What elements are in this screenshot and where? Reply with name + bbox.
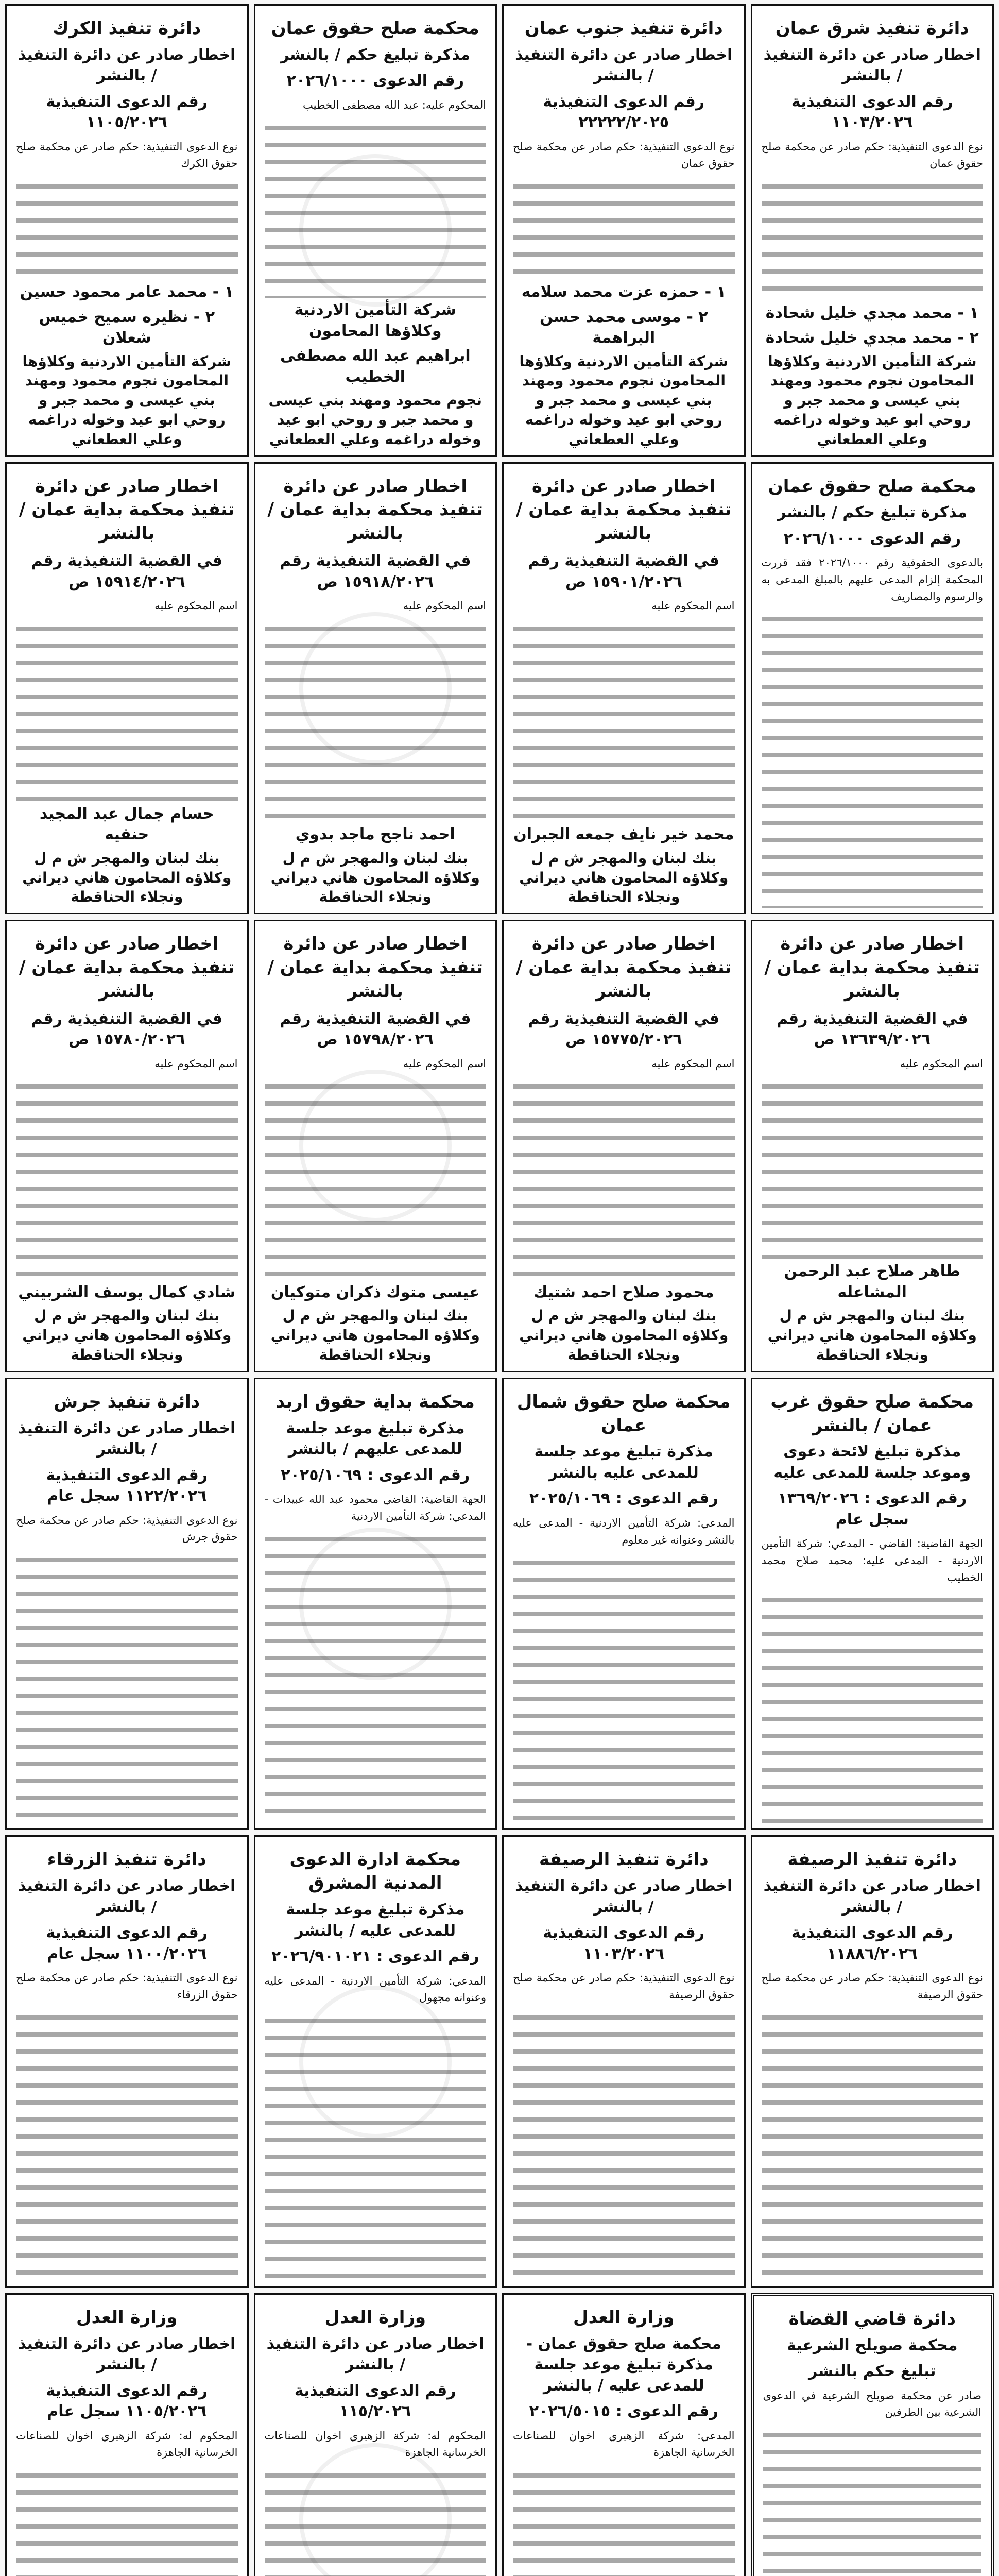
legal-notice [5, 4, 249, 457]
notice-text: نوع الدعوى التنفيذية: حكم صادر عن محكمة صلح حقوق عمان [761, 140, 983, 170]
notice-text: اسم المحكوم عليه [154, 1057, 238, 1070]
notice-text: المدعي: شركة التأمين الاردنية - المدعى عليه وعنوانه مجهول [264, 1974, 486, 2004]
notice-subheading: محكمة صويلح الشرعية [787, 2336, 958, 2354]
notice-heading: اخطار صادر عن دائرة تنفيذ محكمة بداية عمان / بالنشر [516, 476, 732, 544]
body-text-block [762, 1077, 984, 1259]
legal-notice [751, 1835, 994, 2288]
notice-heading: دائرة تنفيذ الزرقاء [47, 1849, 206, 1870]
legal-notice [502, 4, 746, 457]
notice-text: نوع الدعوى التنفيذية: حكم صادر عن محكمة صلح حقوق الكرك [16, 140, 238, 170]
party-name: حسام جمال عبد المجيد حنفيه [39, 804, 214, 844]
notice-text: اسم المحكوم عليه [900, 1057, 983, 1070]
case-number: رقم الدعوى التنفيذية ١١٥/٢٠٢٦ [294, 2381, 456, 2421]
case-number: رقم الدعوى : ٢٠٢٥/١٠٦٩ [529, 1489, 718, 1508]
body-text-block [265, 620, 487, 822]
party-name: عيسى متوك ذكران متوكيان [270, 1283, 480, 1301]
notice-subheading: اخطار صادر عن دائرة التنفيذ / بالنشر [266, 2334, 484, 2374]
notice-text: نوع الدعوى التنفيذية: حكم صادر عن محكمة صلح حقوق الزرقاء [16, 1972, 238, 2001]
notice-heading: دائرة تنفيذ جنوب عمان [524, 18, 723, 39]
case-number: رقم الدعوى التنفيذية ٢٢٢٢٢/٢٠٢٥ [543, 92, 705, 132]
body-text-block [16, 2466, 238, 2576]
case-number: في القضية التنفيذية رقم ١٥٧٩٨/٢٠٢٦ ص [279, 1009, 471, 1049]
notice-heading: دائرة تنفيذ الكرك [53, 18, 201, 39]
legal-notice [502, 2293, 746, 2576]
case-number: رقم الدعوى التنفيذية ١١٨٨٦/٢٠٢٦ [791, 1924, 953, 1963]
legal-notice [751, 1378, 994, 1831]
notice-subheading: اخطار صادر عن دائرة التنفيذ / بالنشر [515, 1877, 733, 1916]
legal-notice [254, 1378, 497, 1831]
notice-text: اسم المحكوم عليه [403, 600, 486, 613]
notice-footer: بنك لبنان والمهجر ش م ل وكلاؤه المحامون هاني ديراني ونجلاء الحناقطة [22, 849, 232, 906]
party-name: محمود صلاح احمد شتيك [533, 1283, 714, 1301]
legal-notice [751, 2293, 994, 2576]
body-text-block [265, 1077, 487, 1280]
body-text-block [762, 1591, 984, 1823]
case-number: رقم الدعوى التنفيذية ١١٠٣/٢٠٢٦ [543, 1924, 705, 1963]
case-number: رقم الدعوى التنفيذية ١١٠٣/٢٠٢٦ [791, 92, 953, 132]
body-text-block [513, 620, 735, 822]
case-number: رقم الدعوى : ١٣٦٩/٢٠٢٦ سجل عام [778, 1489, 967, 1529]
notice-text: نوع الدعوى التنفيذية: حكم صادر عن محكمة صلح حقوق جرش [16, 1514, 238, 1544]
notice-heading: وزارة العدل [324, 2307, 426, 2328]
notice-subheading: مذكرة تبليغ موعد جلسة للمدعى عليهم / بالنشر [286, 1419, 465, 1459]
party-name-2: ٢ - محمد مجدي خليل شحادة [765, 329, 979, 347]
notice-heading: اخطار صادر عن دائرة تنفيذ محكمة بداية عمان / بالنشر [267, 934, 483, 1002]
body-text-block [265, 2011, 487, 2281]
notice-heading: محكمة بداية حقوق اربد [275, 1391, 475, 1412]
case-number: في القضية التنفيذية رقم ١٥٧٨٠/٢٠٢٦ ص [31, 1009, 223, 1049]
body-text-block [513, 177, 735, 280]
notice-text: المحكوم عليه: عبد الله مصطفى الخطيب [302, 98, 486, 111]
notice-heading: دائرة تنفيذ الرصيفة [787, 1849, 957, 1870]
case-number: رقم الدعوى التنفيذية ١١٠٠/٢٠٢٦ سجل عام [46, 1924, 208, 1963]
body-text-block [763, 2426, 982, 2576]
legal-notice [502, 1835, 746, 2288]
notice-heading: اخطار صادر عن دائرة تنفيذ محكمة بداية عمان / بالنشر [19, 934, 235, 1002]
notice-heading: محكمة صلح حقوق عمان [768, 476, 976, 497]
notice-subheading: مذكرة تبليغ حكم / بالنشر [777, 503, 968, 522]
body-text-block [762, 610, 984, 908]
notice-text: نوع الدعوى التنفيذية: حكم صادر عن محكمة صلح حقوق عمان [513, 140, 735, 170]
notice-subheading: مذكرة تبليغ موعد جلسة للمدعى عليه / بالنشر [286, 1901, 465, 1940]
party-name-2: ابراهيم عبد الله مصطفى الخطيب [280, 347, 471, 386]
case-number: رقم الدعوى ٢٠٢٦/١٠٠٠ [783, 529, 961, 548]
notice-heading: محكمة صلح حقوق شمال عمان [516, 1391, 731, 1436]
body-text-block [513, 1077, 735, 1280]
body-text-block [762, 2008, 984, 2281]
notice-heading: محكمة صلح حقوق غرب عمان / بالنشر [770, 1391, 974, 1436]
party-name: ١ - محمد عامر محمود حسين [20, 283, 234, 301]
legal-notice [254, 2293, 497, 2576]
notice-heading: اخطار صادر عن دائرة تنفيذ محكمة بداية عمان / بالنشر [516, 934, 732, 1002]
case-number: تبليغ حكم بالنشر [808, 2362, 936, 2381]
notice-text: اسم المحكوم عليه [651, 600, 735, 613]
legal-notice [751, 462, 994, 915]
party-name: شادي كمال يوسف الشربيني [18, 1283, 236, 1301]
body-text-block [16, 177, 238, 280]
notice-text: المدعي: شركة الزهيري اخوان للصناعات الخرسانية الجاهزة [513, 2429, 735, 2459]
notice-text: اسم المحكوم عليه [154, 600, 238, 613]
notice-heading: اخطار صادر عن دائرة تنفيذ محكمة بداية عمان / بالنشر [764, 934, 980, 1002]
party-name: محمد خير نايف جمعه الجبران [513, 825, 734, 844]
case-number: في القضية التنفيذية رقم ١٥٧٧٥/٢٠٢٦ ص [528, 1009, 720, 1049]
notice-subheading: اخطار صادر عن دائرة التنفيذ / بالنشر [515, 45, 733, 85]
case-number: في القضية التنفيذية رقم ١٥٩١٤/٢٠٢٦ ص [31, 552, 223, 591]
case-number: في القضية التنفيذية رقم ١٥٩١٨/٢٠٢٦ ص [279, 552, 471, 591]
legal-notice [254, 1835, 497, 2288]
notice-footer: بنك لبنان والمهجر ش م ل وكلاؤه المحامون هاني ديراني ونجلاء الحناقطة [519, 849, 729, 906]
notice-subheading: اخطار صادر عن دائرة التنفيذ / بالنشر [763, 45, 981, 85]
legal-notice [5, 920, 249, 1372]
notice-text: الجهة القاضية: القاضي محمود عبد الله عبيدات - المدعي: شركة التأمين الاردنية [264, 1493, 486, 1522]
case-number: رقم الدعوى التنفيذية ١١٢٢/٢٠٢٦ سجل عام [46, 1466, 208, 1505]
notice-subheading: مذكرة تبليغ موعد جلسة للمدعى عليه بالنشر [534, 1443, 713, 1482]
notice-heading: دائرة تنفيذ شرق عمان [775, 18, 969, 39]
notice-text: نوع الدعوى التنفيذية: حكم صادر عن محكمة صلح حقوق الرصيفة [513, 1972, 735, 2001]
notice-text: بالدعوى الحقوقية رقم ٢٠٢٦/١٠٠٠ فقد قررت المحكمة إلزام المدعى عليهم بالمبلغ المدعى به والرسوم والمصاريف [761, 556, 983, 603]
notice-subheading: مذكرة تبليغ حكم / بالنشر [280, 45, 471, 64]
body-text-block [513, 2466, 735, 2576]
legal-notice [751, 920, 994, 1372]
body-text-block [265, 2466, 487, 2576]
case-number: رقم الدعوى : ٢٠٢٦/٥٠١٥ [529, 2402, 718, 2421]
notice-subheading: مذكرة تبليغ لائحة دعوى وموعد جلسة للمدعى عليه [773, 1443, 971, 1482]
notice-subheading: محكمة صلح حقوق عمان - مذكرة تبليغ موعد جلسة للمدعى عليه / بالنشر [526, 2334, 721, 2395]
legal-notice [254, 920, 497, 1372]
legal-notice [5, 2293, 249, 2576]
notice-heading: وزارة العدل [76, 2307, 178, 2328]
party-name: طاهر صلاح عبد الرحمن المشاعله [784, 1262, 961, 1301]
notice-subheading: اخطار صادر عن دائرة التنفيذ / بالنشر [18, 1877, 236, 1916]
notice-text: اسم المحكوم عليه [403, 1057, 486, 1070]
notice-footer: بنك لبنان والمهجر ش م ل وكلاؤه المحامون هاني ديراني ونجلاء الحناقطة [270, 849, 480, 906]
body-text-block [16, 620, 238, 802]
party-name: ١ - حمزه عزت محمد سلامه [521, 283, 726, 301]
notice-footer: شركة التأمين الاردنية وكلاؤها المحامون نجوم محمود ومهند بني عيسى و محمد جبر و روحي ابو عيد وخوله دراغمه وعلي العطعاني [22, 352, 232, 448]
notice-heading: دائرة تنفيذ جرش [54, 1391, 200, 1412]
case-number: رقم الدعوى ٢٠٢٦/١٠٠٠ [286, 72, 464, 90]
legal-notice [751, 4, 994, 457]
notice-heading: محكمة صلح حقوق عمان [271, 18, 479, 39]
party-name: احمد ناجح ماجد بدوي [295, 825, 455, 844]
notice-text: المحكوم له: شركة الزهيري اخوان للصناعات الخرسانية الجاهزة [264, 2429, 486, 2459]
notice-footer: بنك لبنان والمهجر ش م ل وكلاؤه المحامون هاني ديراني ونجلاء الحناقطة [22, 1307, 232, 1363]
party-name: شركة التأمين الاردنية وكلاؤها المحامون [294, 301, 457, 340]
legal-notice [5, 1378, 249, 1831]
notice-footer: بنك لبنان والمهجر ش م ل وكلاؤه المحامون هاني ديراني ونجلاء الحناقطة [767, 1307, 977, 1363]
notice-text: المحكوم له: شركة الزهيري اخوان للصناعات الخرسانية الجاهزة [16, 2429, 238, 2459]
notice-subheading: اخطار صادر عن دائرة التنفيذ / بالنشر [18, 45, 236, 85]
notice-footer: بنك لبنان والمهجر ش م ل وكلاؤه المحامون هاني ديراني ونجلاء الحناقطة [270, 1307, 480, 1363]
notice-heading: دائرة قاضي القضاة [788, 2308, 956, 2329]
notice-text: المدعي: شركة التأمين الاردنية - المدعى عليه بالنشر وعنوانه غير معلوم [513, 1516, 735, 1546]
notice-text: اسم المحكوم عليه [651, 1057, 735, 1070]
notice-footer: بنك لبنان والمهجر ش م ل وكلاؤه المحامون هاني ديراني ونجلاء الحناقطة [519, 1307, 729, 1363]
body-text-block [513, 2008, 735, 2281]
body-text-block [265, 1530, 487, 1823]
notice-text: الجهة القاضية: القاضي - المدعي: شركة التأمين الاردنية - المدعى عليه: محمد صلاح محمد الخطيب [761, 1537, 983, 1584]
case-number: رقم الدعوى : ٢٠٢٦/٩٠١٠٢١ [271, 1947, 479, 1966]
legal-notice [5, 462, 249, 915]
legal-notice [254, 4, 497, 457]
legal-notice [502, 1378, 746, 1831]
legal-notice [254, 462, 497, 915]
notice-heading: محكمة ادارة الدعوى المدنية المشرق [289, 1849, 461, 1894]
notice-heading: وزارة العدل [573, 2307, 675, 2328]
body-text-block [513, 1553, 735, 1823]
case-number: في القضية التنفيذية رقم ١٥٩٠١/٢٠٢٦ ص [528, 552, 720, 591]
notice-subheading: اخطار صادر عن دائرة التنفيذ / بالنشر [18, 2334, 236, 2374]
body-text-block [16, 2008, 238, 2281]
case-number: رقم الدعوى التنفيذية ١١٠٥/٢٠٢٦ سجل عام [46, 2381, 208, 2421]
legal-notice [502, 920, 746, 1372]
body-text-block [265, 118, 487, 298]
case-number: رقم الدعوى التنفيذية ١١٠٥/٢٠٢٦ [46, 92, 208, 132]
body-text-block [762, 177, 984, 301]
party-name-2: ٢ - موسى محمد حسن البراهمة [539, 308, 708, 347]
body-text-block [16, 1077, 238, 1280]
case-number: رقم الدعوى : ٢٠٢٥/١٠٦٩ [281, 1466, 470, 1484]
notice-heading: دائرة تنفيذ الرصيفة [539, 1849, 709, 1870]
body-text-block [16, 1551, 238, 1824]
legal-notice [502, 462, 746, 915]
notice-text: صادر عن محكمة صويلح الشرعية في الدعوى الشرعية بين الطرفين [763, 2389, 981, 2419]
notice-text: نوع الدعوى التنفيذية: حكم صادر عن محكمة صلح حقوق الرصيفة [761, 1972, 983, 2001]
party-name: ١ - محمد مجدي خليل شحادة [765, 303, 979, 322]
notice-footer: شركة التأمين الاردنية وكلاؤها المحامون نجوم محمود ومهند بني عيسى و محمد جبر و روحي ابو عيد وخوله دراغمه وعلي العطعاني [767, 352, 977, 448]
notice-footer: نجوم محمود ومهند بني عيسى و محمد جبر و روحي ابو عيد وخوله دراغمه وعلي العطعاني [268, 392, 482, 448]
legal-notice [5, 1835, 249, 2288]
notice-subheading: اخطار صادر عن دائرة التنفيذ / بالنشر [18, 1419, 236, 1459]
notice-heading: اخطار صادر عن دائرة تنفيذ محكمة بداية عمان / بالنشر [267, 476, 483, 544]
case-number: في القضية التنفيذية رقم ١٣٦٣٩/٢٠٢٦ ص [776, 1009, 968, 1049]
notice-footer: شركة التأمين الاردنية وكلاؤها المحامون نجوم محمود ومهند بني عيسى و محمد جبر و روحي ابو عيد وخوله دراغمه وعلي العطعاني [519, 352, 729, 448]
notice-subheading: اخطار صادر عن دائرة التنفيذ / بالنشر [763, 1877, 981, 1916]
notice-heading: اخطار صادر عن دائرة تنفيذ محكمة بداية عمان / بالنشر [19, 476, 235, 544]
party-name-2: ٢ - نظيره سميح خميس شعلان [39, 308, 215, 347]
